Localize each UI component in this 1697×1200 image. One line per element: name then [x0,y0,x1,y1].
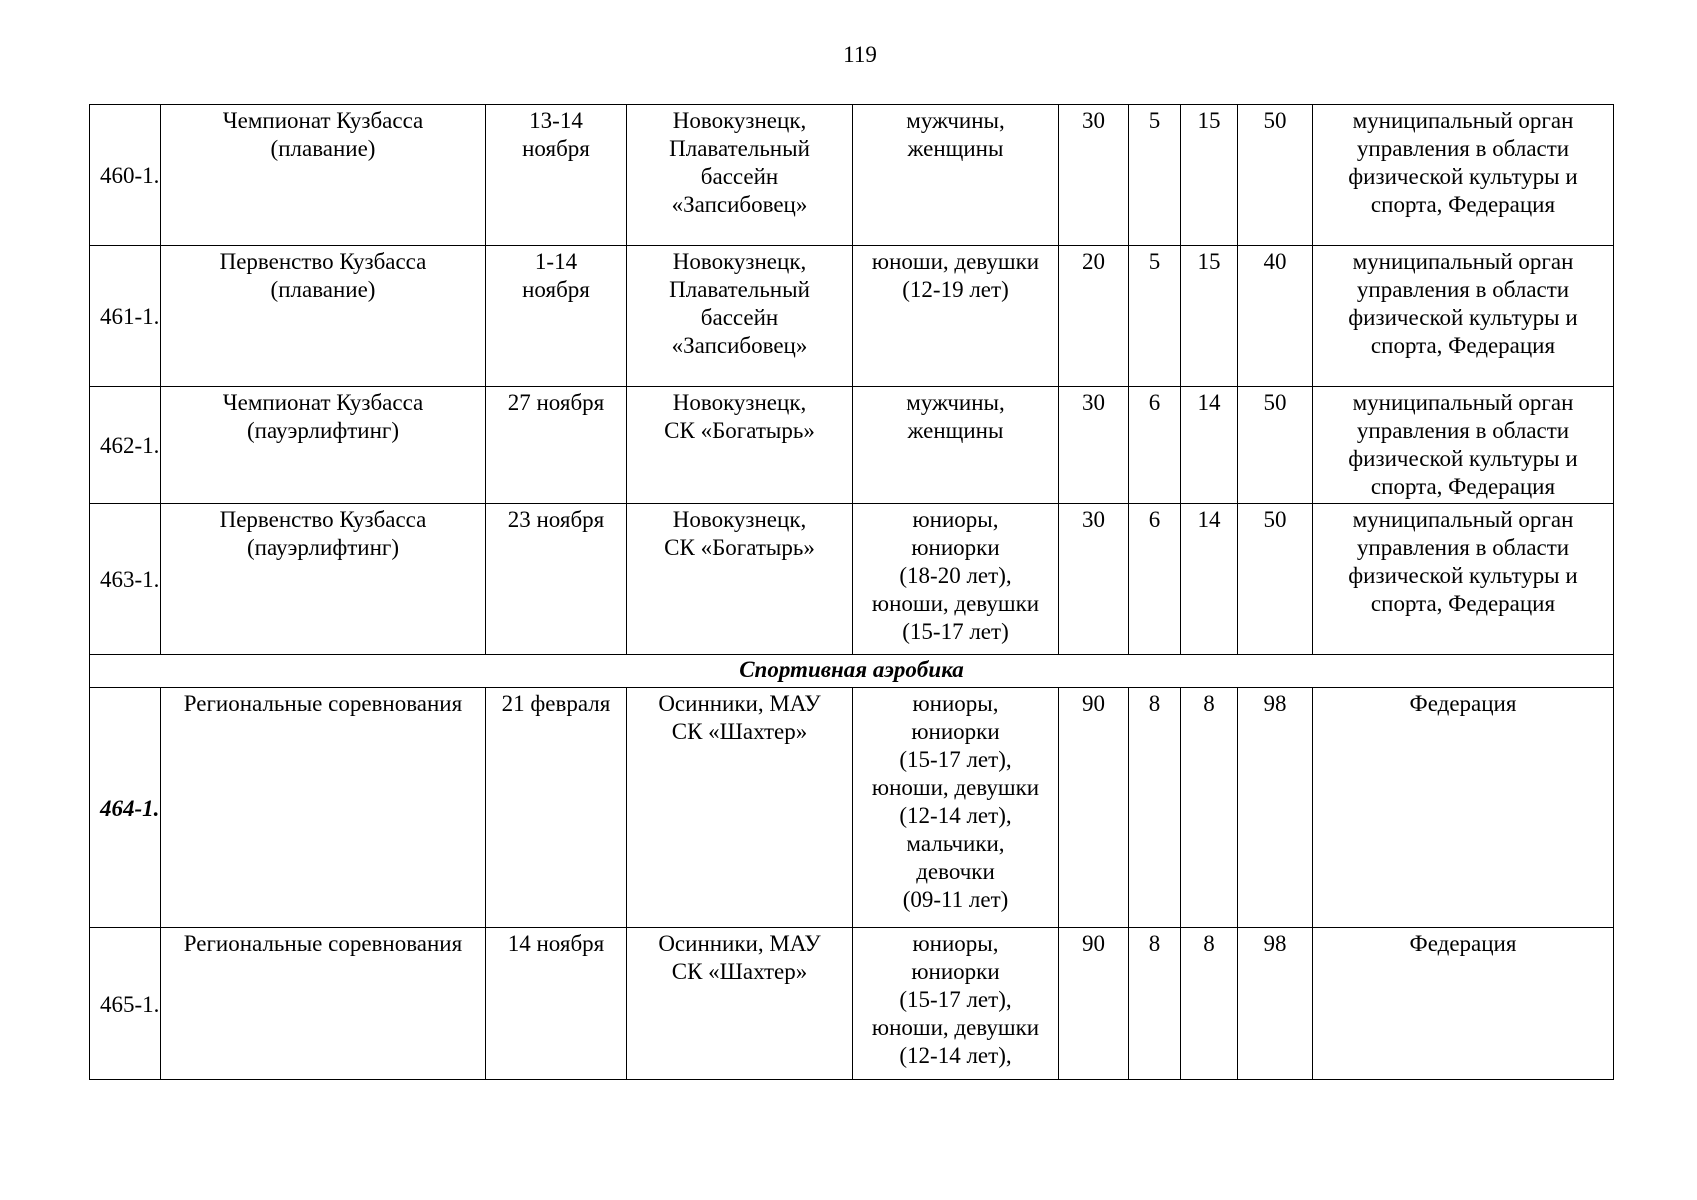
events-table [89,104,1614,1080]
count-total-cell: 40 [1238,246,1313,387]
count-col1-cell: 90 [1059,688,1129,928]
event-name-cell: Региональные соревнования [161,688,486,928]
section-header-row [90,655,1614,688]
count-col2-cell: 6 [1129,387,1181,504]
event-date-cell: 1-14 ноября [486,246,627,387]
count-col2-cell: 6 [1129,504,1181,655]
table-row [90,246,1614,387]
event-place-cell: Новокузнецк, Плавательный бассейн «Запсибовец» [627,105,853,246]
count-col1-cell: 30 [1059,387,1129,504]
event-place-cell: Новокузнецк, Плавательный бассейн «Запсибовец» [627,246,853,387]
count-col1-cell: 20 [1059,246,1129,387]
event-organizer-cell: Федерация [1313,928,1614,1080]
event-participants-cell: юниоры, юниорки (15-17 лет), юноши, девушки (12-14 лет), мальчики, девочки (09-11 лет) [853,688,1059,928]
events-table-body [90,105,1614,1080]
table-row [90,105,1614,246]
event-date-cell: 21 февраля [486,688,627,928]
count-total-cell: 50 [1238,105,1313,246]
count-col3-cell: 8 [1181,928,1238,1080]
event-number-cell: 462-1. [90,387,161,504]
event-name-cell: Чемпионат Кузбасса (плавание) [161,105,486,246]
event-date-cell: 13-14 ноября [486,105,627,246]
event-date-cell: 27 ноября [486,387,627,504]
count-col1-cell: 30 [1059,504,1129,655]
count-total-cell: 98 [1238,928,1313,1080]
event-number-cell: 461-1. [90,246,161,387]
count-col3-cell: 8 [1181,688,1238,928]
count-col1-cell: 90 [1059,928,1129,1080]
count-col1-cell: 30 [1059,105,1129,246]
event-organizer-cell: Федерация [1313,688,1614,928]
count-col2-cell: 5 [1129,105,1181,246]
event-organizer-cell: муниципальный орган управления в области физической культуры и спорта, Федерация [1313,387,1614,504]
event-name-cell: Чемпионат Кузбасса (пауэрлифтинг) [161,387,486,504]
count-col2-cell: 8 [1129,688,1181,928]
event-place-cell: Осинники, МАУ СК «Шахтер» [627,688,853,928]
section-title: Спортивная аэробика [90,655,1614,688]
event-place-cell: Новокузнецк, СК «Богатырь» [627,504,853,655]
count-total-cell: 98 [1238,688,1313,928]
event-date-cell: 23 ноября [486,504,627,655]
event-number-cell: 464-1. [90,688,161,928]
table-row [90,928,1614,1080]
count-col3-cell: 14 [1181,387,1238,504]
event-participants-cell: юноши, девушки (12-19 лет) [853,246,1059,387]
event-organizer-cell: муниципальный орган управления в области физической культуры и спорта, Федерация [1313,246,1614,387]
page-number: 119 [843,42,877,67]
event-place-cell: Новокузнецк, СК «Богатырь» [627,387,853,504]
count-col3-cell: 15 [1181,105,1238,246]
event-participants-cell: мужчины, женщины [853,387,1059,504]
event-participants-cell: юниоры, юниорки (15-17 лет), юноши, девушки (12-14 лет), [853,928,1059,1080]
event-place-cell: Осинники, МАУ СК «Шахтер» [627,928,853,1080]
event-name-cell: Региональные соревнования [161,928,486,1080]
event-number-cell: 460-1. [90,105,161,246]
event-date-cell: 14 ноября [486,928,627,1080]
event-name-cell: Первенство Кузбасса (пауэрлифтинг) [161,504,486,655]
count-col2-cell: 8 [1129,928,1181,1080]
count-col3-cell: 14 [1181,504,1238,655]
event-number-cell: 465-1. [90,928,161,1080]
event-participants-cell: юниоры, юниорки (18-20 лет), юноши, девушки (15-17 лет) [853,504,1059,655]
event-participants-cell: мужчины, женщины [853,105,1059,246]
count-total-cell: 50 [1238,504,1313,655]
event-name-cell: Первенство Кузбасса (плавание) [161,246,486,387]
count-total-cell: 50 [1238,387,1313,504]
table-row [90,504,1614,655]
count-col2-cell: 5 [1129,246,1181,387]
table-row [90,688,1614,928]
event-organizer-cell: муниципальный орган управления в области физической культуры и спорта, Федерация [1313,504,1614,655]
count-col3-cell: 15 [1181,246,1238,387]
event-organizer-cell: муниципальный орган управления в области физической культуры и спорта, Федерация [1313,105,1614,246]
table-row [90,387,1614,504]
event-number-cell: 463-1. [90,504,161,655]
